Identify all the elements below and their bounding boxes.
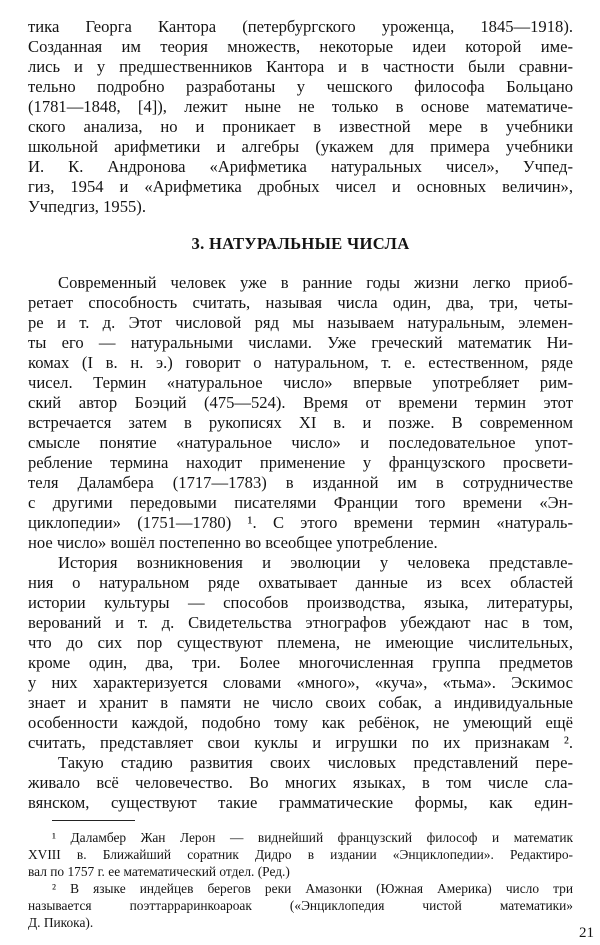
footnote-divider — [52, 820, 135, 821]
text-line: лись и у предшественников Кантора и в частности были сравни- — [28, 57, 573, 76]
footnote-line: XVIII в. Ближайший соратник Дидро в издании «Энциклопедии». Редактиро- — [28, 847, 573, 862]
text-line: смысле понятие «натуральное число» и последовательное упот- — [28, 433, 573, 452]
book-page — [28, 0, 573, 945]
text-line: ского анализа, но и проникает в известной мере в учебники — [28, 117, 573, 136]
text-line: школьной арифметики и алгебры (укажем для примера учебники — [28, 137, 573, 156]
text-line: истории культуры — способов производства, языка, литературы, — [28, 593, 573, 612]
footnote-line: ¹ Даламбер Жан Лерон — виднейший французский философ и математик — [52, 830, 573, 845]
text-line: ский автор Боэций (475—524). Время от времени термин этот — [28, 393, 573, 412]
footnote-line: вал по 1757 г. ее математический отдел. (Ред.) — [28, 864, 290, 879]
text-line: ты его — натуральными числами. Уже греческий математик Ни- — [28, 333, 573, 352]
text-line: считать, представляет свои куклы и игрушки по их признакам ². — [28, 733, 573, 752]
text-line: циклопедии» (1751—1780) ¹. С этого времени термин «натураль- — [28, 513, 573, 532]
text-line: с другими передовыми писателями Франции того времени «Эн- — [28, 493, 573, 512]
text-line: ния о натуральном ряде охватывает данные из всех областей — [28, 573, 573, 592]
text-line: кроме один, два, три. Более многочисленная группа предметов — [28, 653, 573, 672]
text-line: чисел. Термин «натуральное число» впервые употребляет рим- — [28, 373, 573, 392]
footnote-line: ² В языке индейцев берегов реки Амазонки (Южная Америка) число три — [52, 881, 573, 896]
text-line: встречается затем в рукописях XI в. и позже. В современном — [28, 413, 573, 432]
footnote-line: называется поэттарраринкоароак («Энциклопедия чистой математики» — [28, 898, 573, 913]
text-line: ребление термина находит применение у французского просвети- — [28, 453, 573, 472]
text-line: тика Георга Кантора (петербургского уроженца, 1845—1918). — [28, 17, 573, 36]
text-line: Учпедгиз, 1955). — [28, 197, 146, 216]
text-line: (1781—1848, [4]), лежит ныне не только в основе математиче- — [28, 97, 573, 116]
text-line: знает и хранит в памяти не число своих собак, а индивидуальные — [28, 693, 573, 712]
text-line: ретает способность считать, называя числа один, два, три, четы- — [28, 293, 573, 312]
section-heading: 3. НАТУРАЛЬНЫЕ ЧИСЛА — [191, 234, 410, 253]
text-line: История возникновения и эволюции у человека представле- — [58, 553, 573, 572]
text-line: Современный человек уже в ранние годы жизни легко приоб- — [58, 273, 573, 292]
text-line: Такую стадию развития своих числовых представлений пере- — [58, 753, 573, 772]
text-line: И. К. Андронова «Арифметика натуральных чисел», Учпед- — [28, 157, 573, 176]
text-line: живало всё человечество. Во многих языках, в том числе сла- — [28, 773, 573, 792]
text-line: ре и т. д. Этот числовой ряд мы называем натуральным, элемен- — [28, 313, 573, 332]
text-line: гиз, 1954 и «Арифметика дробных чисел и основных величин», — [28, 177, 573, 196]
text-line: вянском, существуют такие грамматические формы, как един- — [28, 793, 573, 812]
text-line: ное число» вошёл постепенно во всеобщее употребление. — [28, 533, 438, 552]
text-line: у них характеризуется словами «много», «куча», «тьма». Эскимос — [28, 673, 573, 692]
text-line: теля Даламбера (1717—1783) в изданной им в сотрудничестве — [28, 473, 573, 492]
footnote-line: Д. Пикока). — [28, 915, 94, 930]
text-line: верований и т. д. Свидетельства этнографов убеждают нас в том, — [28, 613, 573, 632]
text-line: Созданная им теория множеств, некоторые идеи которой име- — [28, 37, 573, 56]
page-number: 21 — [579, 925, 594, 941]
text-line: комах (I в. н. э.) говорит о натуральном, т. е. естественном, ряде — [28, 353, 573, 372]
text-line: что до сих пор существуют племена, не имеющие числительных, — [28, 633, 573, 652]
text-line: тельно подробно разработаны у чешского философа Больцано — [28, 77, 573, 96]
text-line: особенности каждой, подобно тому как ребёнок, не умеющий ещё — [28, 713, 573, 732]
